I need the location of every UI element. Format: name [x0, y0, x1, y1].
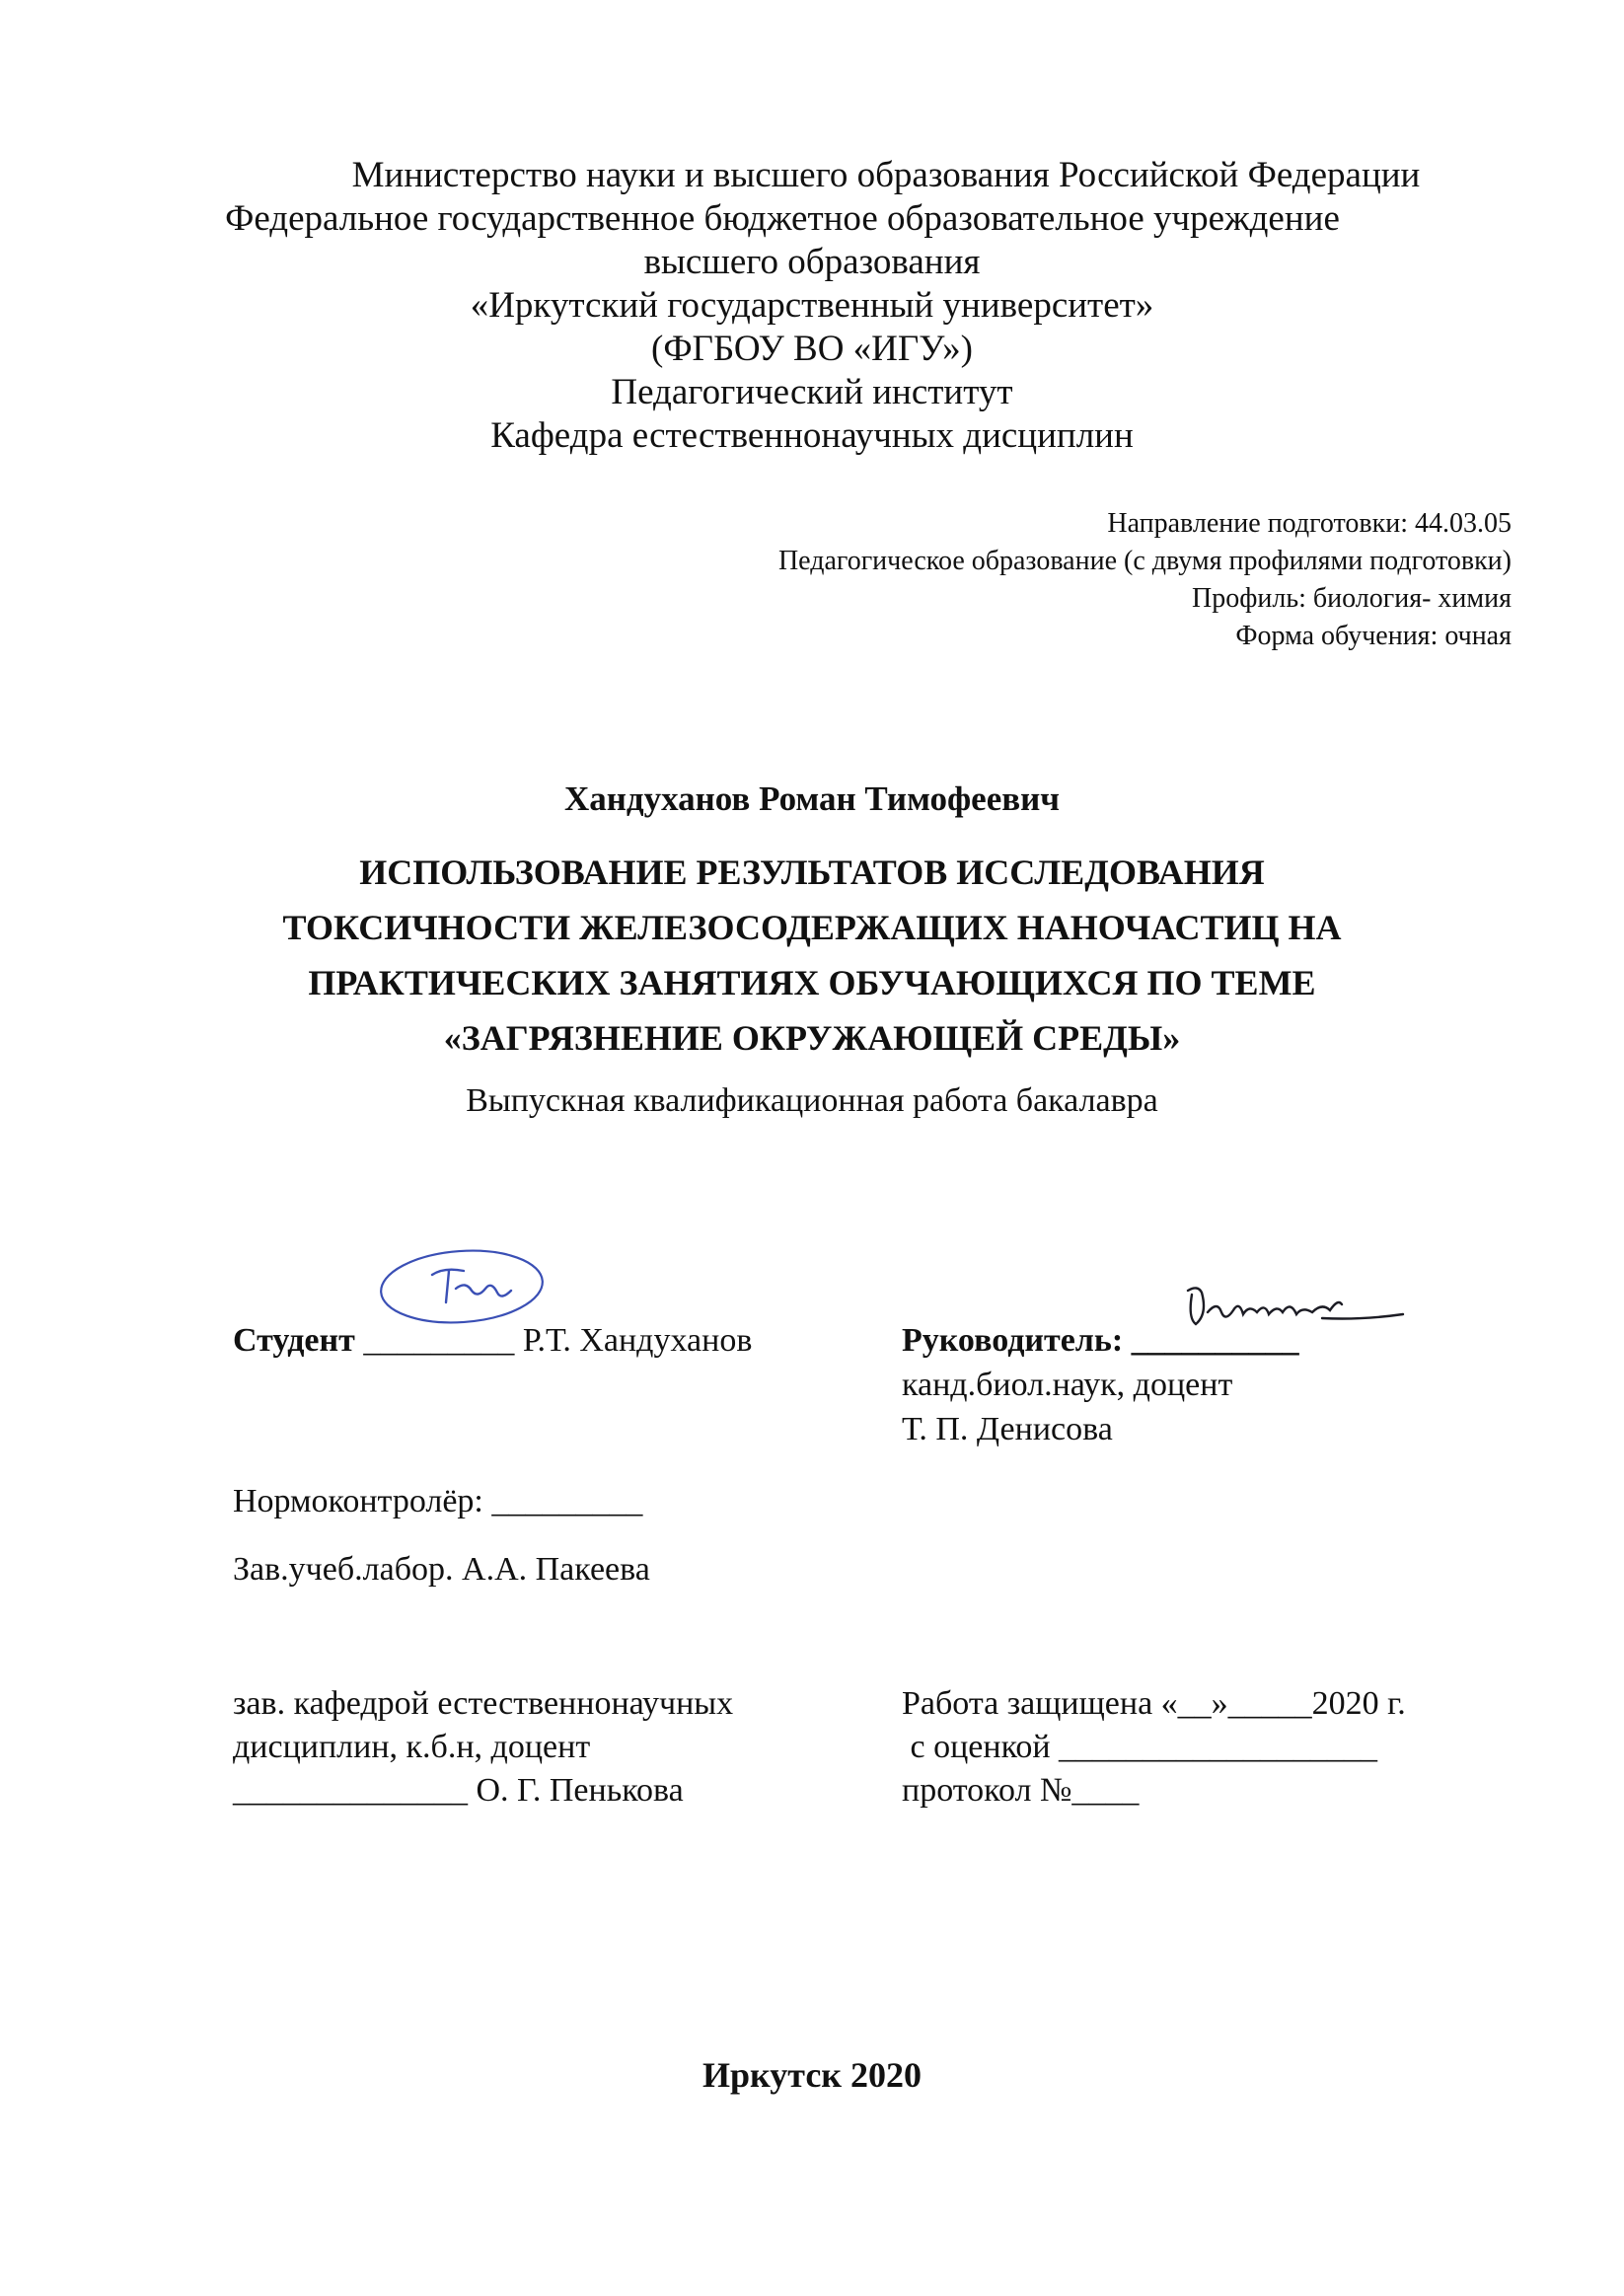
- education-level-line: высшего образования: [643, 242, 981, 282]
- supervisor-name: Т. П. Денисова: [902, 1411, 1113, 1447]
- university-type-line: Федеральное государственное бюджетное образовательное учреждение: [225, 198, 1340, 239]
- work-type: Выпускная квалификационная работа бакалавра: [466, 1082, 1158, 1119]
- supervisor-degree: канд.биол.наук, доцент: [902, 1367, 1233, 1403]
- title-line: «ЗАГРЯЗНЕНИЕ ОКРУЖАЮЩЕЙ СРЕДЫ»: [443, 1018, 1181, 1058]
- supervisor-line: [902, 1322, 1299, 1360]
- institution-header: [0, 154, 1624, 458]
- supervisor-label: Руководитель:: [902, 1322, 1124, 1359]
- program-profile: Профиль: биология- химия: [1192, 583, 1512, 614]
- institute-line: Педагогический институт: [611, 372, 1013, 412]
- ministry-line: Министерство науки и высшего образования Российской Федерации: [351, 155, 1421, 195]
- university-abbr-line: (ФГБОУ ВО «ИГУ»): [651, 329, 973, 369]
- city-year: Иркутск 2020: [701, 2055, 923, 2095]
- student-signature: [375, 1245, 553, 1334]
- program-info: [525, 505, 1512, 655]
- supervisor-sign-blank: __________: [1131, 1322, 1299, 1359]
- defense-grade: с оценкой ___________________: [902, 1729, 1378, 1765]
- normcontrol-label: Нормоконтролёр:: [233, 1483, 483, 1519]
- department-line: Кафедра естественнонаучных дисциплин: [490, 415, 1134, 456]
- student-name: Р.Т. Хандуханов: [522, 1322, 753, 1359]
- study-form: Форма обучения: очная: [1235, 621, 1512, 651]
- head-of-dept-line2: дисциплин, к.б.н, доцент: [233, 1729, 591, 1765]
- university-name-line: «Иркутский государственный университет»: [470, 285, 1154, 326]
- author-name: Хандуханов Роман Тимофеевич: [563, 779, 1061, 818]
- normcontrol-sign-blank: _________: [491, 1483, 643, 1519]
- title-line: ТОКСИЧНОСТИ ЖЕЛЕЗОСОДЕРЖАЩИХ НАНОЧАСТИЦ НА: [282, 908, 1342, 947]
- program-direction: Направление подготовки: 44.03.05: [1107, 508, 1512, 539]
- head-of-dept-line1: зав. кафедрой естественнонаучных: [233, 1685, 734, 1722]
- title-line: ПРАКТИЧЕСКИХ ЗАНЯТИЯХ ОБУЧАЮЩИХСЯ ПО ТЕМЕ: [308, 963, 1316, 1002]
- title-line: ИСПОЛЬЗОВАНИЕ РЕЗУЛЬТАТОВ ИССЛЕДОВАНИЯ: [359, 852, 1265, 892]
- normcontrol-line: [233, 1483, 642, 1520]
- student-label: Студент: [233, 1322, 355, 1359]
- student-sign-blank: _________: [363, 1322, 515, 1359]
- program-name: Педагогическое образование (с двумя профилями подготовки): [777, 546, 1512, 576]
- defense-protocol: протокол №____: [902, 1772, 1140, 1809]
- student-line: [233, 1322, 752, 1360]
- defense-date: Работа защищена «__»_____2020 г.: [902, 1685, 1406, 1722]
- thesis-title: [0, 845, 1624, 1066]
- head-of-dept-line3: ______________ О. Г. Пенькова: [233, 1772, 684, 1809]
- normcontrol-name: Зав.учеб.лабор. А.А. Пакеева: [233, 1551, 650, 1588]
